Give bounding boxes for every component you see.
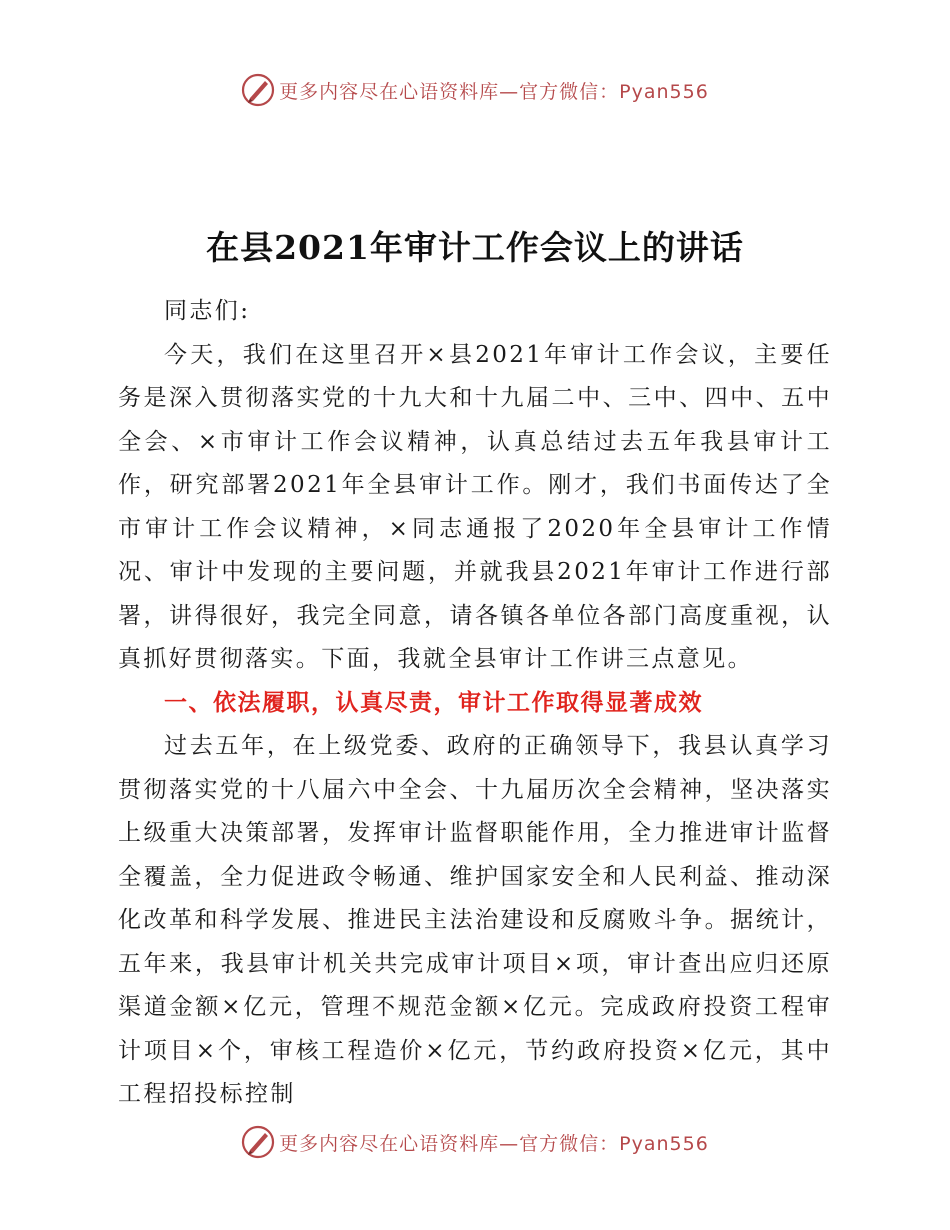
salutation: 同志们: xyxy=(164,298,251,324)
watermark-header xyxy=(0,72,950,108)
section-paragraph: 过去五年，在上级党委、政府的正确领导下，我县认真学习贯彻落实党的十八届六中全会、十九届历次全会精神，坚决落实上级重大决策部署，发挥审计监督职能作用，全力推进审计监督全覆盖，全力促进政令畅通、维护国家安全和人民利益、推动深化改革和科学发展、推进民主法治建设和反腐败斗争。据统计，五年来，我县审计机关共完成审计项目×项，审计查出应归还原渠道金额×亿元，管理不规范金额×亿元。完成政府投资工程审计项目×个，审核工程造价×亿元，节约政府投资×亿元，其中工程招投标控制 xyxy=(118,733,832,1107)
watermark-text: 更多内容尽在心语资料库—官方微信：Pyan556 xyxy=(279,1132,709,1155)
intro-paragraph: 今天，我们在这里召开×县2021年审计工作会议，主要任务是深入贯彻落实党的十九大和十九届二中、三中、四中、五中全会、×市审计工作会议精神，认真总结过去五年我县审计工作，研究部署2021年全县审计工作。刚才，我们书面传达了全市审计工作会议精神，×同志通报了2020年全县审计工作情况、审计中发现的主要问题，并就我县2021年审计工作进行部署，讲得很好，我完全同意，请各镇各单位各部门高度重视，认真抓好贯彻落实。下面，我就全县审计工作讲三点意见。 xyxy=(118,341,832,672)
watermark-footer xyxy=(0,1124,950,1160)
section-heading: 一、依法履职，认真尽责，审计工作取得显著成效 xyxy=(164,689,703,716)
document-title: 在县2021年审计工作会议上的讲话 xyxy=(206,228,744,267)
document-body xyxy=(118,290,832,1117)
pen-logo-icon xyxy=(241,1125,275,1159)
watermark-text: 更多内容尽在心语资料库—官方微信：Pyan556 xyxy=(279,80,709,103)
pen-logo-icon xyxy=(241,73,275,107)
